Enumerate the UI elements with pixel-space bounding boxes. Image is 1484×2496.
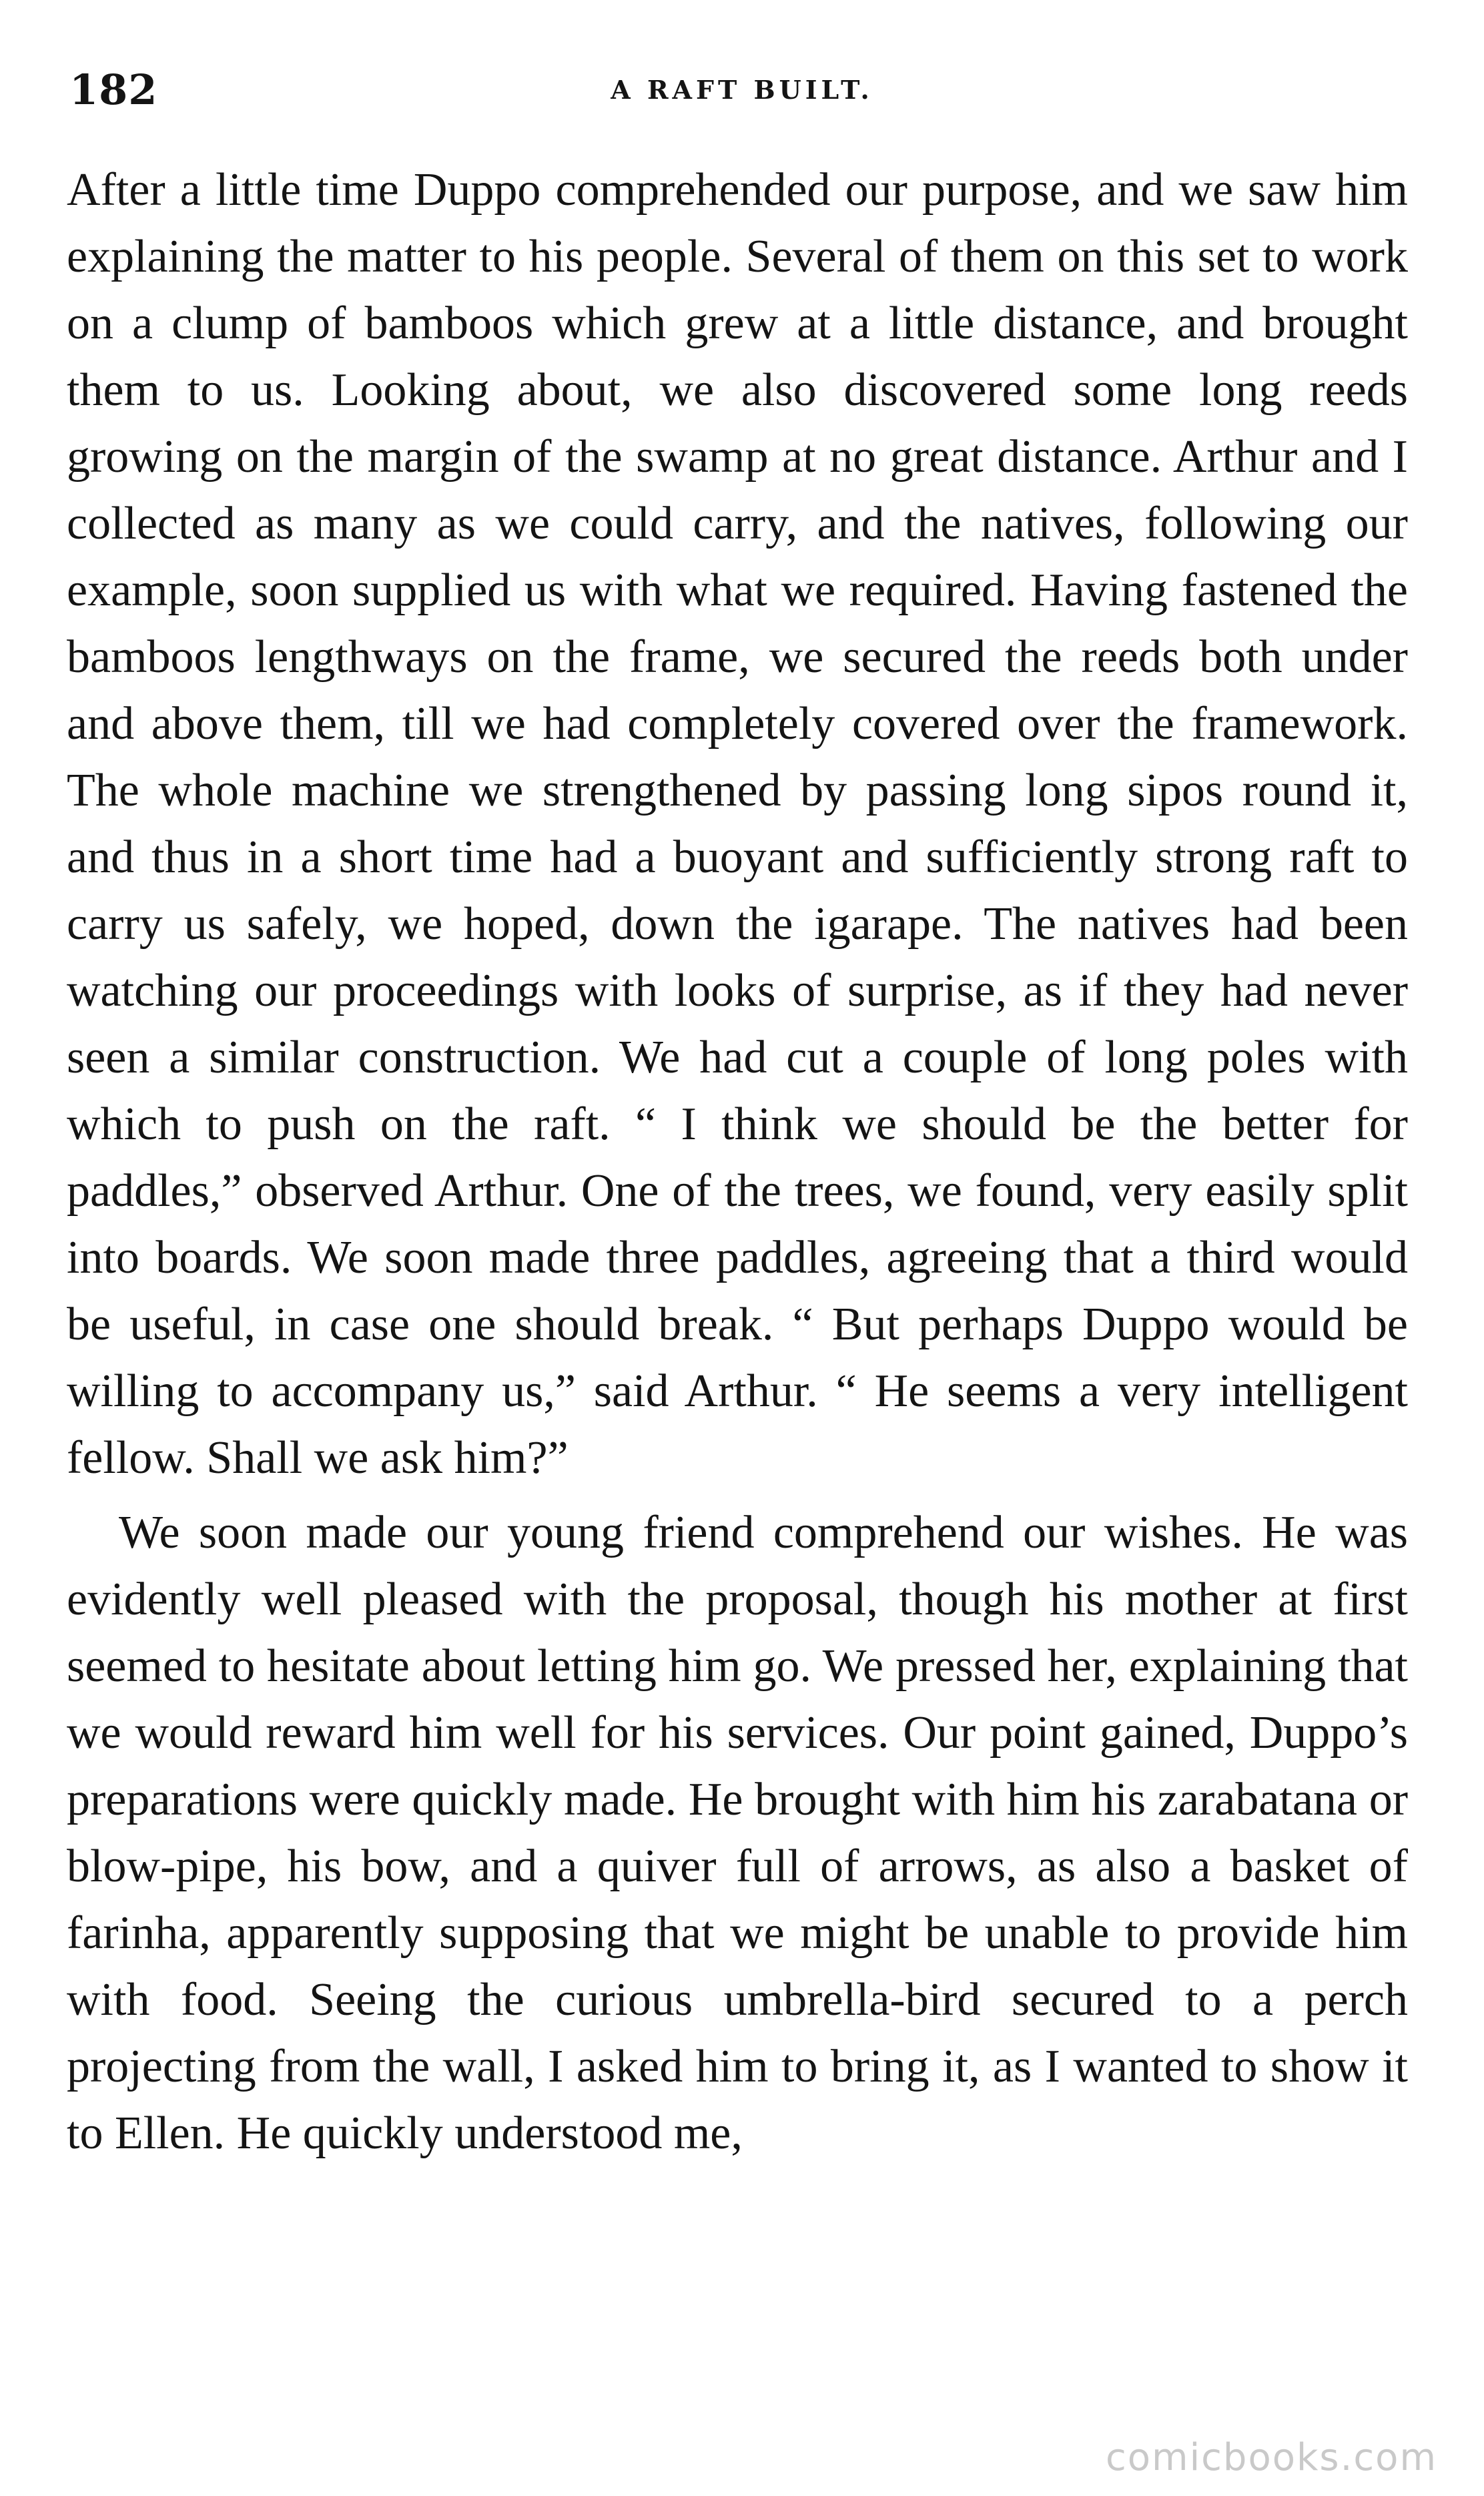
- body-text: [67, 157, 1408, 2167]
- running-title: A RAFT BUILT.: [611, 75, 873, 105]
- page-number: 182: [69, 65, 158, 114]
- paragraph: We soon made our young friend comprehend our wishes. He was evidently well pleased with the proposal, though his mother at first seemed to hesitate about letting him go. We pressed her, explaining that we would reward him well for his services. Our point gained, Duppo’s preparations were quickly made. He brought with him his zarabatana or blow-pipe, his bow, and a quiver full of arrows, as also a basket of farinha, apparently supposing that we might be unable to provide him with food. Seeing the curious umbrella-bird secured to a perch projecting from the wall, I asked him to bring it, as I wanted to show it to Ellen. He quickly understood me,: [67, 1507, 1408, 2159]
- paragraph: After a little time Duppo comprehended our purpose, and we saw him explaining the matter to his people. Several of them on this set to work on a clump of bamboos which grew at a little distance, and brought them to us. Looking about, we also discovered some long reeds growing on the margin of the swamp at no great distance. Arthur and I collected as many as we could carry, and the natives, following our example, soon supplied us with what we required. Having fastened the bamboos lengthways on the frame, we secured the reeds both under and above them, till we had completely covered over the framework. The whole machine we strengthened by passing long sipos round it, and thus in a short time had a buoyant and sufficiently strong raft to carry us safely, we hoped, down the igarape. The natives had been watching our proceedings with looks of surprise, as if they had never seen a similar construction. We had cut a couple of long poles with which to push on the raft. “ I think we should be the better for paddles,” observed Arthur. One of the trees, we found, very easily split into boards. We soon made three paddles, agreeing that a third would be useful, in case one should break. “ But perhaps Duppo would be willing to accompany us,” said Arthur. “ He seems a very intelligent fellow. Shall we ask him?”: [67, 164, 1408, 1484]
- watermark: comicbooks.com: [1105, 2436, 1437, 2479]
- running-head: [69, 63, 1415, 117]
